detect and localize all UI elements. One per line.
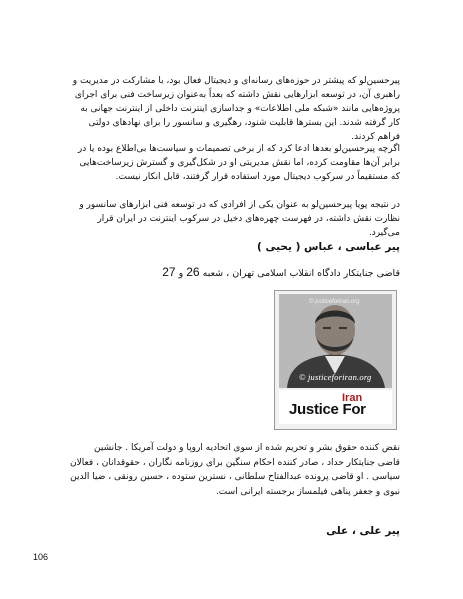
judge-text: قاضی جنایتکار دادگاه انقلاب اسلامی تهران ، شعبه bbox=[202, 268, 400, 279]
judge-description-line bbox=[70, 265, 400, 279]
portrait-card bbox=[274, 290, 397, 430]
watermark-top: © justiceforiran.org bbox=[309, 299, 360, 305]
paragraph-1: پیرحسین‌لو که پیشتر در حوزه‌های رسانه‌ای و دیجیتال فعال بود، با مشارکت در مدیریت و راهبری آن، در توسعه ابزارهایی نقش داشته که بعداً به‌عنوان زیرساخت فنی برای اجرای پروژه‌هایی مانند «شبکه ملی اطلاعات» و جداسازی اینترنت داخلی از اینترنت جهانی به کار گرفته شدند. این بسترها قابلیت شنود، رهگیری و سانسور را برای نهادهای دولتی فراهم کردند. bbox=[72, 76, 400, 142]
section-heading-pir-ali: پیر علی ، علی bbox=[326, 525, 400, 537]
branch-joiner: و bbox=[178, 268, 184, 279]
branch-number-b: 27 bbox=[162, 265, 176, 279]
watermark-bottom: © justiceforiran.org bbox=[299, 372, 372, 382]
justice-for-iran-logo bbox=[279, 390, 392, 424]
portrait-photo bbox=[279, 294, 392, 388]
judge-biography: نقض کننده حقوق بشر و تحریم شده از سوی اتحادیه اروپا و دولت آمریکا . جانشین قاضی جنایتکار حداد ، صادر کننده احکام سنگین برای روزنامه نگاران ، حقوقدانان ، فعالان سیاسی . او قاضی پرونده عبدالفتاح سلطانی ، نسترین ستوده ، حسین رونقی ، ضیا الدین نبوی و جعفر پناهی فیلمساز برجسته ایرانی است. bbox=[70, 443, 400, 497]
paragraph-2: اگرچه پیرحسین‌لو بعدها ادعا کرد که از برخی تصمیمات و سیاست‌ها بی‌اطلاع بوده یا در برابر آن‌ها مقاومت کرده، اما نقش مدیریتی او در شکل‌گیری و گسترش زیرساخت‌هایی که مستقیماً در سرکوب دیجیتال مورد استفاده قرار گرفتند، قابل انکار نیست. bbox=[77, 144, 400, 182]
section-heading-pir-abbasi: پیر عباسی ، عباس ( یحیی ) bbox=[257, 241, 400, 253]
logo-accent: Iran bbox=[342, 392, 363, 404]
logo-text: Justice For bbox=[289, 401, 366, 418]
paragraph-3: در نتیجه پویا پیرحسین‌لو به عنوان یکی از افرادی که در توسعه فنی ابزارهای سانسور و نظارت نقش داشته، در فهرست چهره‌های دخیل در سرکوب اینترنت در ایران قرار می‌گیرد. bbox=[79, 200, 400, 238]
page-number: 106 bbox=[33, 552, 49, 562]
branch-number-a: 26 bbox=[186, 265, 200, 279]
